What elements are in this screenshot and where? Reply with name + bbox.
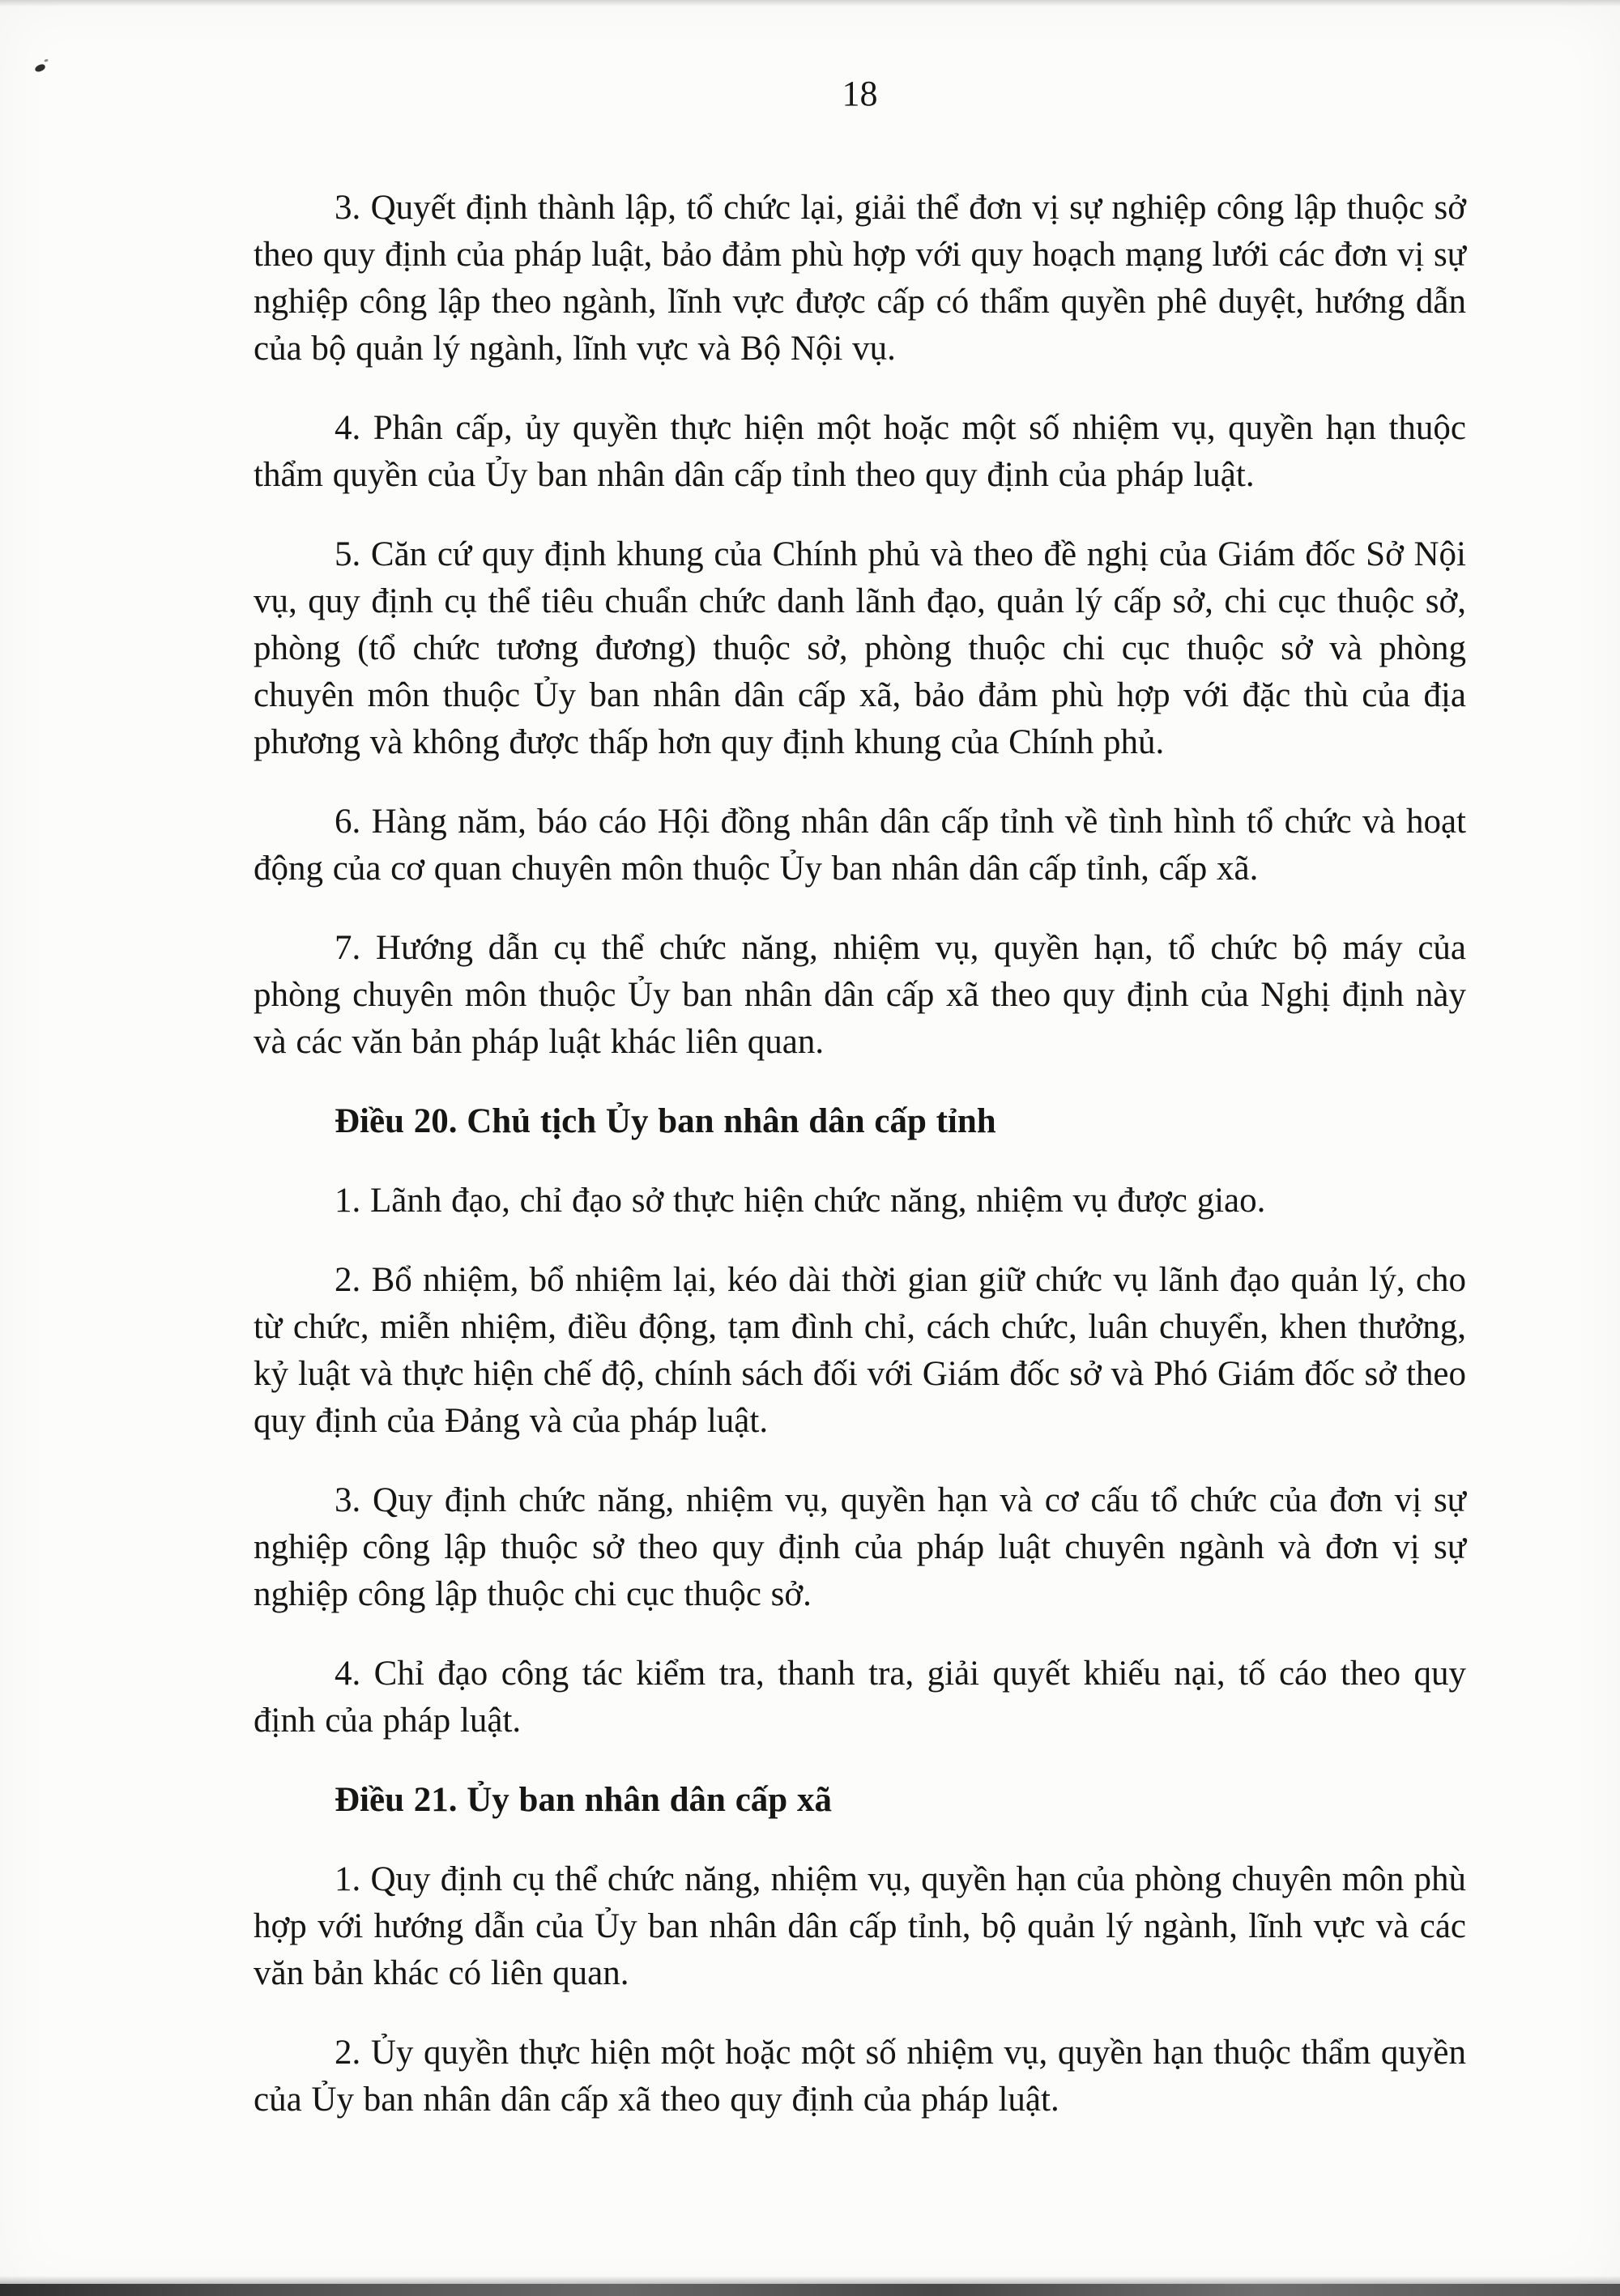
paragraph: 3. Quy định chức năng, nhiệm vụ, quyền hạn và cơ cấu tổ chức của đơn vị sự nghiệp công lập thuộc sở theo quy định của pháp luật chuyên ngành và đơn vị sự nghiệp công lập thuộc chi cục thuộc sở. — [254, 1481, 1466, 1613]
paragraph: 5. Căn cứ quy định khung của Chính phủ và theo đề nghị của Giám đốc Sở Nội vụ, quy định cụ thể tiêu chuẩn chức danh lãnh đạo, quản lý cấp sở, chi cục thuộc sở, phòng (tổ chức tương đương) thuộc sở, phòng thuộc chi cục thuộc sở và phòng chuyên môn thuộc Ủy ban nhân dân cấp xã, bảo đảm phù hợp với đặc thù của địa phương và không được thấp hơn quy định khung của Chính phủ. — [254, 535, 1466, 761]
paragraph: 2. Bổ nhiệm, bổ nhiệm lại, kéo dài thời gian giữ chức vụ lãnh đạo quản lý, cho từ chức, miễn nhiệm, điều động, tạm đình chỉ, cách chức, luân chuyển, khen thưởng, kỷ luật và thực hiện chế độ, chính sách đối với Giám đốc sở và Phó Giám đốc sở theo quy định của Đảng và của pháp luật. — [254, 1261, 1466, 1440]
article-heading: Điều 20. Chủ tịch Ủy ban nhân dân cấp tỉnh — [335, 1102, 996, 1140]
paragraph: 7. Hướng dẫn cụ thể chức năng, nhiệm vụ, quyền hạn, tổ chức bộ máy của phòng chuyên môn thuộc Ủy ban nhân dân cấp xã theo quy định của Nghị định này và các văn bản pháp luật khác liên quan. — [254, 929, 1466, 1061]
paragraph: 1. Lãnh đạo, chỉ đạo sở thực hiện chức năng, nhiệm vụ được giao. — [335, 1182, 1266, 1220]
paragraph: 4. Chỉ đạo công tác kiểm tra, thanh tra, giải quyết khiếu nại, tố cáo theo quy định của pháp luật. — [254, 1655, 1466, 1740]
paragraph: 4. Phân cấp, ủy quyền thực hiện một hoặc một số nhiệm vụ, quyền hạn thuộc thẩm quyền của Ủy ban nhân dân cấp tỉnh theo quy định của pháp luật. — [254, 409, 1466, 494]
scan-top-edge-shadow — [0, 0, 1620, 6]
paragraph: 6. Hàng năm, báo cáo Hội đồng nhân dân cấp tỉnh về tình hình tổ chức và hoạt động của cơ quan chuyên môn thuộc Ủy ban nhân dân cấp tỉnh, cấp xã. — [254, 803, 1466, 888]
scan-bottom-edge-shadow — [0, 2284, 1620, 2296]
paragraph: 2. Ủy quyền thực hiện một hoặc một số nhiệm vụ, quyền hạn thuộc thẩm quyền của Ủy ban nhân dân cấp xã theo quy định của pháp luật. — [254, 2034, 1466, 2119]
ink-speck — [34, 63, 46, 73]
page-number: 18 — [842, 74, 878, 113]
paragraph: 3. Quyết định thành lập, tổ chức lại, giải thể đơn vị sự nghiệp công lập thuộc sở theo quy định của pháp luật, bảo đảm phù hợp với quy hoạch mạng lưới các đơn vị sự nghiệp công lập theo ngành, lĩnh vực được cấp có thẩm quyền phê duyệt, hướng dẫn của bộ quản lý ngành, lĩnh vực và Bộ Nội vụ. — [254, 189, 1466, 368]
document-body — [254, 185, 1466, 2156]
paragraph: 1. Quy định cụ thể chức năng, nhiệm vụ, quyền hạn của phòng chuyên môn phù hợp với hướng dẫn của Ủy ban nhân dân cấp tỉnh, bộ quản lý ngành, lĩnh vực và các văn bản khác có liên quan. — [254, 1860, 1466, 1992]
article-heading: Điều 21. Ủy ban nhân dân cấp xã — [335, 1781, 832, 1819]
